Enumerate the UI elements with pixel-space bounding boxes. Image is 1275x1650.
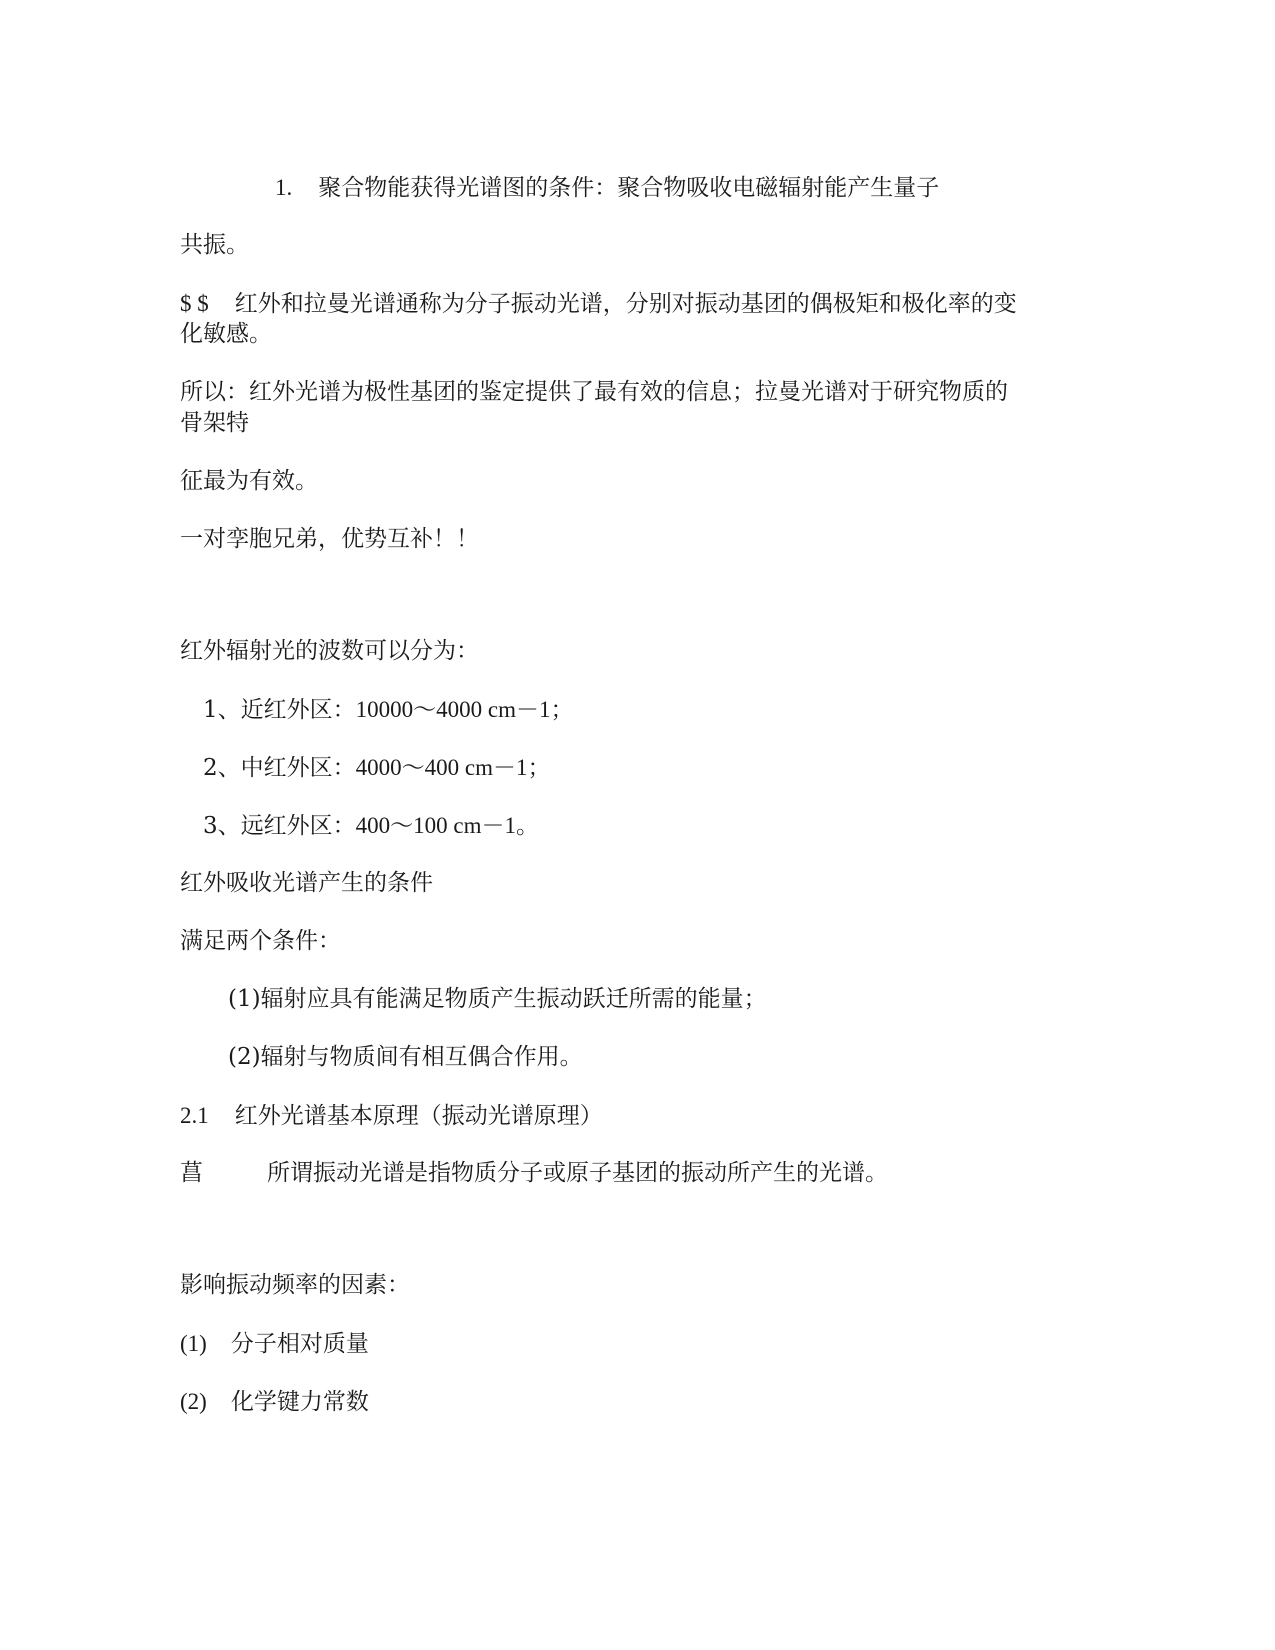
region-mid xyxy=(203,752,551,784)
region-label: 3、远红外区： xyxy=(203,813,356,839)
section-heading xyxy=(180,1100,603,1132)
region-range: 4000～400 cm－1； xyxy=(355,755,551,780)
region-label: 1、近红外区： xyxy=(203,697,356,723)
item1-continuation: 共振。 xyxy=(180,232,249,258)
section-number: 2.1 xyxy=(180,1103,209,1128)
vibration-definition xyxy=(180,1158,888,1189)
vibration-marker: 菖 xyxy=(180,1160,203,1186)
factor-text: 分子相对质量 xyxy=(230,1331,369,1357)
item1-text: 聚合物能获得光谱图的条件：聚合物吸收电磁辐射能产生量子 xyxy=(318,175,940,201)
two-conditions: 满足两个条件： xyxy=(180,928,341,954)
section-title: 红外光谱基本原理（振动光谱原理） xyxy=(234,1103,603,1129)
condition-1: (1)辐射应具有能满足物质产生振动跃迁所需的能量； xyxy=(228,986,767,1012)
factor-2 xyxy=(180,1386,369,1418)
vibration-text: 所谓振动光谱是指物质分子或原子基团的振动所产生的光谱。 xyxy=(267,1160,888,1186)
region-near xyxy=(203,694,574,726)
so-paragraph-line3: 征最为有效。 xyxy=(180,468,318,494)
condition-2: (2)辐射与物质间有相互偶合作用。 xyxy=(228,1044,583,1070)
region-far xyxy=(203,810,539,842)
item1-number: 1. xyxy=(275,175,293,200)
region-range: 400～100 cm－1。 xyxy=(355,813,539,838)
absorption-title: 红外吸收光谱产生的条件 xyxy=(180,870,433,896)
so-paragraph-line2: 骨架特 xyxy=(180,410,249,436)
factor-number: (1) xyxy=(180,1331,207,1356)
raman-paragraph xyxy=(180,288,1017,320)
raman-marker: $ $ xyxy=(180,291,209,316)
region-range: 10000～4000 cm－1； xyxy=(355,697,574,722)
item1 xyxy=(275,172,939,204)
raman-text: 红外和拉曼光谱通称为分子振动光谱，分别对振动基团的偶极矩和极化率的变 xyxy=(234,291,1017,317)
factors-title: 影响振动频率的因素： xyxy=(180,1272,410,1298)
twins-line: 一对孪胞兄弟，优势互补！！ xyxy=(180,526,479,552)
factor-text: 化学键力常数 xyxy=(230,1389,369,1415)
factor-number: (2) xyxy=(180,1389,207,1414)
factor-1 xyxy=(180,1328,369,1360)
region-label: 2、中红外区： xyxy=(203,755,356,781)
so-paragraph-line1: 所以：红外光谱为极性基团的鉴定提供了最有效的信息；拉曼光谱对于研究物质的 xyxy=(180,379,1008,405)
wavenumber-intro: 红外辐射光的波数可以分为： xyxy=(180,638,479,664)
raman-continuation: 化敏感。 xyxy=(180,321,272,347)
